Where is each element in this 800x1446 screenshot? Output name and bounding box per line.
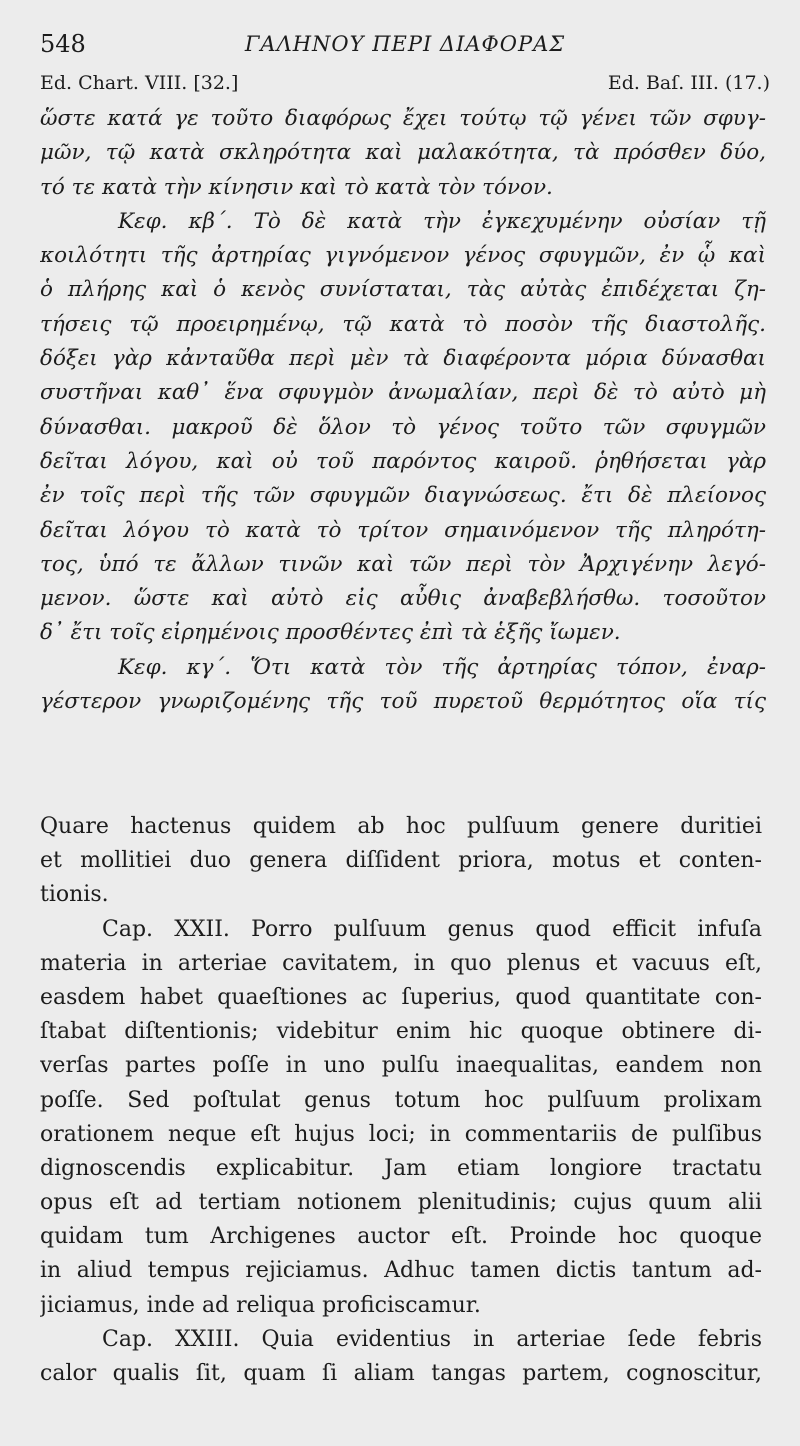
greek-chapter-heading: Κεφ. κγ΄. Ὅτι κατὰ τὸν τῆς ἀρτηρίας τόπον, ἐναρ-	[118, 654, 766, 680]
greek-line: τος, ὑπό τε ἄλλων τινῶν καὶ τῶν περὶ τὸν Ἀρχιγένην λεγό-	[40, 551, 766, 577]
greek-text	[40, 102, 766, 719]
latin-line: easdem habet quaeſtiones ac ſuperius, quod quantitate con-	[40, 984, 762, 1010]
greek-line: μενον. ὥστε καὶ αὐτὸ εἰς αὖθις ἀναβεβλήσθω. τοσοῦτον	[40, 586, 766, 612]
latin-chapter-heading: Cap. XXIII. Quia evidentius in arteriae ſede febris	[102, 1326, 762, 1352]
greek-line: κοιλότητι τῆς ἀρτηρίας γιγνόμενον γένος σφυγμῶν, ἐν ᾧ καὶ	[40, 243, 766, 269]
latin-line: tionis.	[40, 882, 109, 908]
greek-line: ὥστε κατά γε τοῦτο διαφόρως ἔχει τούτῳ τῷ γένει τῶν σφυγ-	[40, 106, 766, 131]
greek-line: συστῆναι καθ᾿ ἕνα σφυγμὸν ἀνωμαλίαν, περὶ δὲ τὸ αὐτὸ μὴ	[40, 380, 766, 406]
greek-line: δεῖται λόγου, καὶ οὐ τοῦ παρόντος καιροῦ. ῥηθήσεται γὰρ	[40, 448, 766, 474]
latin-line: quidam tum Archigenes auctor eſt. Proinde hoc quoque	[40, 1224, 762, 1250]
latin-line: materia in arteriae cavitatem, in quo plenus et vacuus eſt,	[40, 950, 762, 976]
latin-line: et mollitiei duo genera diſſident priora, motus et conten-	[40, 848, 762, 874]
latin-line: opus eſt ad tertiam notionem plenitudinis; cujus quum alii	[40, 1190, 762, 1216]
greek-line: γέστερον γνωριζομένης τῆς τοῦ πυρετοῦ θερμότητος οἵα τίς	[40, 689, 766, 715]
greek-line: τήσεις τῷ προειρημένῳ, τῷ κατὰ τὸ ποσὸν τῆς διαστολῆς.	[40, 311, 766, 337]
greek-line: δ᾿ ἔτι τοῖς εἰρημένοις προσθέντες ἐπὶ τὰ ἑξῆς ἴωμεν.	[40, 620, 621, 646]
latin-line: ſtabat diſtentionis; videbitur enim hic quoque obtinere di-	[40, 1019, 762, 1045]
greek-line: δόξει γὰρ κἀνταῦθα περὶ μὲν τὰ διαφέροντα μόρια δύνασθαι	[40, 346, 766, 372]
edition-chartier: Ed. Chart. VIII. [32.]	[40, 72, 239, 94]
latin-line: jiciamus, inde ad reliqua proficiscamur.	[40, 1292, 481, 1318]
page-header	[40, 30, 770, 66]
greek-line: ἐν τοῖς περὶ τῆς τῶν σφυγμῶν διαγνώσεως. ἔτι δὲ πλείονος	[40, 483, 766, 509]
greek-line: δύνασθαι. μακροῦ δὲ ὅλον τὸ γένος τοῦτο τῶν σφυγμῶν	[40, 414, 766, 440]
running-title: ΓΑΛΗΝΟΥ ΠΕΡΙ ΔΙΑΦΟΡΑΣ	[244, 32, 566, 56]
latin-line: calor qualis ſit, quam ſi aliam tangas partem, cognoscitur,	[40, 1361, 762, 1386]
greek-chapter-heading: Κεφ. κβ΄. Τὸ δὲ κατὰ τὴν ἐγκεχυμένην οὐσίαν τῇ	[118, 208, 766, 234]
latin-line: poſſe. Sed poſtulat genus totum hoc pulſuum prolixam	[40, 1087, 762, 1113]
greek-line: τό τε κατὰ τὴν κίνησιν καὶ τὸ κατὰ τὸν τόνον.	[40, 174, 553, 200]
latin-chapter-heading: Cap. XXII. Porro pulſuum genus quod efficit infuſa	[102, 916, 762, 942]
edition-reference	[40, 72, 770, 102]
greek-line: μῶν, τῷ κατὰ σκληρότητα καὶ μαλακότητα, τὰ πρόσθεν δύο,	[40, 140, 766, 166]
greek-line: ὁ πλήρης καὶ ὁ κενὸς συνίσταται, τὰς αὐτὰς ἐπιδέχεται ζη-	[40, 277, 766, 303]
page-number: 548	[40, 30, 86, 58]
latin-line: verſas partes poſſe in uno pulſu inaequalitas, eandem non	[40, 1053, 762, 1079]
greek-line: δεῖται λόγου τὸ κατὰ τὸ τρίτον σημαινόμενον τῆς πληρότη-	[40, 517, 766, 543]
latin-line: dignoscendis explicabitur. Jam etiam longiore tractatu	[40, 1155, 762, 1181]
latin-line: Quare hactenus quidem ab hoc pulſuum genere duritiei	[40, 814, 762, 839]
edition-basel: Ed. Baſ. III. (17.)	[607, 72, 770, 94]
latin-line: orationem neque eſt hujus loci; in commentariis de pulſibus	[40, 1121, 762, 1147]
latin-line: in aliud tempus rejiciamus. Adhuc tamen dictis tantum ad-	[40, 1258, 762, 1284]
latin-text	[40, 810, 762, 1391]
